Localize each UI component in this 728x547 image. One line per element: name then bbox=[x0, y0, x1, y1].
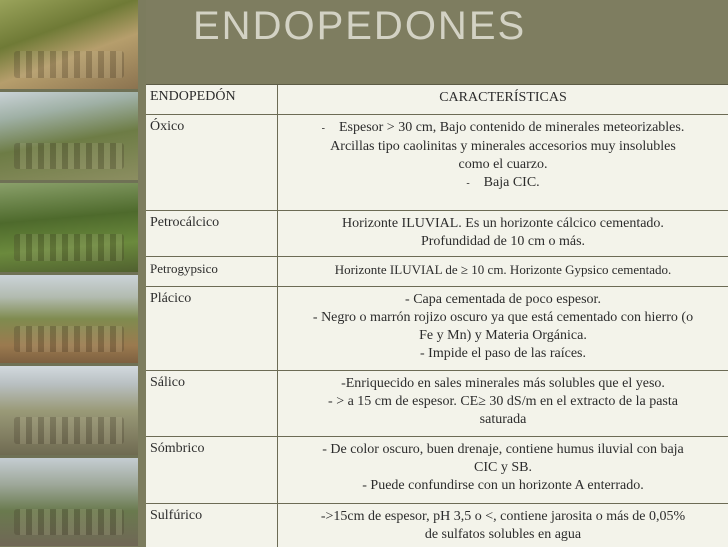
desc-line: Horizonte ILUVIAL de ≥ 10 cm. Horizonte Gypsico cementado. bbox=[334, 262, 672, 277]
table-row bbox=[146, 371, 728, 437]
desc-line: Espesor > 30 cm, Bajo contenido de minerales meteorizables. bbox=[338, 120, 685, 135]
desc-line: como el cuarzo. bbox=[458, 157, 548, 172]
slide-main bbox=[146, 0, 728, 546]
table-row bbox=[146, 257, 728, 287]
photo-gabions bbox=[0, 458, 138, 547]
desc-line: Fe y Mn) y Materia Orgánica. bbox=[419, 328, 587, 343]
slide-title: ENDOPEDONES bbox=[193, 4, 527, 48]
bullet: - bbox=[321, 123, 325, 134]
row-desc bbox=[278, 257, 728, 286]
photo-terraces bbox=[0, 0, 138, 89]
table-header-row bbox=[146, 85, 728, 115]
row-desc bbox=[278, 115, 728, 210]
row-name: Sálico bbox=[146, 371, 278, 436]
header-name: ENDOPEDÓN bbox=[146, 85, 278, 114]
desc-line: - Negro o marrón rojizo oscuro ya que está cementado con hierro (o bbox=[312, 310, 694, 325]
row-desc bbox=[278, 371, 728, 436]
header-desc: CARACTERÍSTICAS bbox=[439, 90, 567, 105]
table-row bbox=[146, 211, 728, 257]
table-row bbox=[146, 504, 728, 547]
photo-vegetation bbox=[0, 183, 138, 272]
row-name: Petrocálcico bbox=[146, 211, 278, 256]
desc-line: - Impide el paso de las raíces. bbox=[420, 346, 586, 361]
desc-line: ->15cm de espesor, pH 3,5 o <, contiene jarosita o más de 0,05% bbox=[320, 509, 686, 524]
desc-line: CIC y SB. bbox=[474, 460, 532, 475]
desc-line: - De color oscuro, buen drenaje, contiene humus iluvial con baja bbox=[322, 442, 684, 457]
desc-line: Horizonte ILUVIAL. Es un horizonte cálcico cementado. bbox=[342, 216, 664, 231]
table-row bbox=[146, 287, 728, 371]
row-name: Petrogypsico bbox=[146, 257, 278, 286]
desc-line: - > a 15 cm de espesor. CE≥ 30 dS/m en el extracto de la pasta bbox=[328, 394, 678, 409]
photo-wall bbox=[0, 366, 138, 455]
row-desc bbox=[278, 211, 728, 256]
desc-line: Arcillas tipo caolinitas y minerales accesorios muy insolubles bbox=[330, 139, 676, 154]
desc-line: Profundidad de 10 cm o más. bbox=[420, 234, 586, 249]
row-desc bbox=[278, 504, 728, 547]
photo-landscape bbox=[0, 92, 138, 181]
table-row bbox=[146, 115, 728, 211]
desc-line: saturada bbox=[479, 412, 527, 427]
row-desc bbox=[278, 437, 728, 503]
table-row bbox=[146, 437, 728, 504]
row-name: Sómbrico bbox=[146, 437, 278, 503]
row-name: Óxico bbox=[146, 115, 278, 210]
desc-line: Baja CIC. bbox=[483, 175, 540, 190]
photo-strip bbox=[0, 0, 138, 546]
desc-line: - Capa cementada de poco espesor. bbox=[405, 292, 601, 307]
row-name: Sulfúrico bbox=[146, 504, 278, 547]
row-name: Plácico bbox=[146, 287, 278, 370]
endopedon-table bbox=[146, 84, 728, 547]
bullet: - bbox=[466, 178, 470, 189]
desc-line: -Enriquecido en sales minerales más solubles que el yeso. bbox=[341, 376, 665, 391]
photo-field bbox=[0, 275, 138, 364]
desc-line: - Puede confundirse con un horizonte A enterrado. bbox=[362, 478, 644, 493]
desc-line: de sulfatos solubles en agua bbox=[424, 527, 582, 542]
row-desc bbox=[278, 287, 728, 370]
